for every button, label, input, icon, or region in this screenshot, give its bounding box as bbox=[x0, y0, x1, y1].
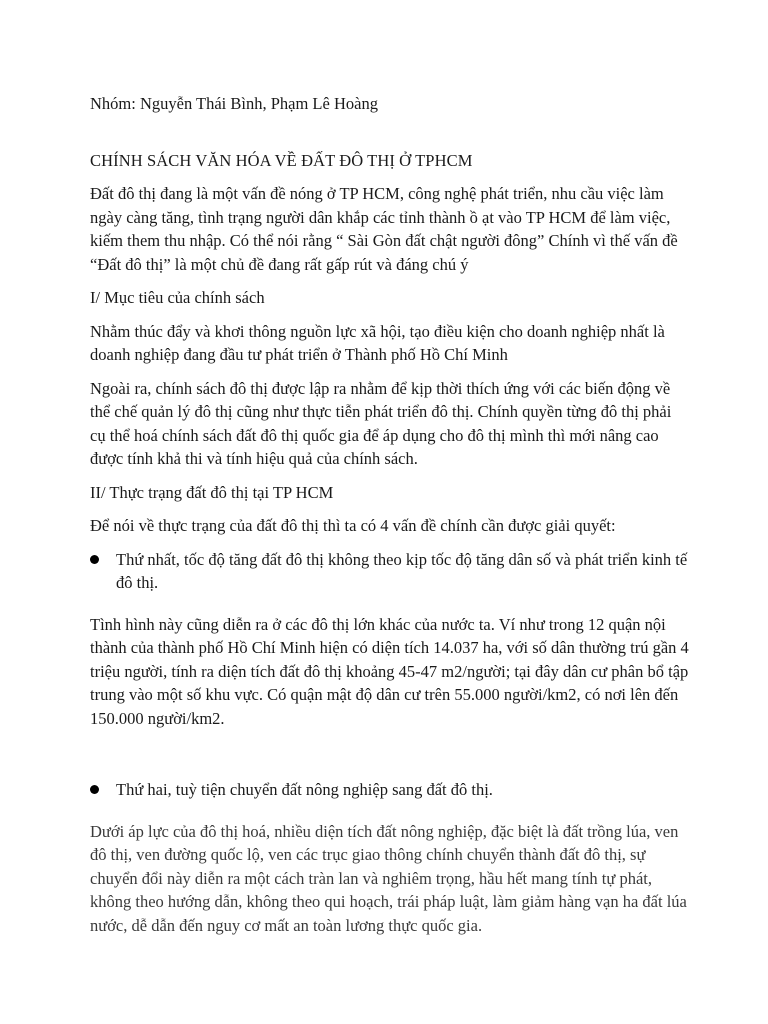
section-1-paragraph-1: Nhằm thúc đẩy và khơi thông nguồn lực xã hội, tạo điều kiện cho doanh nghiệp nhất là doanh nghiệp đang đầu tư phát triển ở Thành phố Hồ Chí Minh bbox=[90, 321, 665, 364]
spacer bbox=[90, 740, 690, 778]
intro-paragraph: Đất đô thị đang là một vấn đề nóng ở TP HCM, công nghệ phát triển, nhu cầu việc làm ngày càng tăng, tình trạng người dân khắp các tỉnh thành ồ ạt vào TP HCM để làm việc, kiếm them thu nhập. Có thể nói rằng “ Sài Gòn đất chật người đông” Chính vì thế vấn đề “Đất đô thị” là một chủ đề đang rất gấp rút và đáng chú ý bbox=[90, 184, 678, 274]
section-1-heading: I/ Mục tiêu của chính sách bbox=[90, 288, 265, 307]
bullet-item-1-text: Thứ nhất, tốc độ tăng đất đô thị không theo kịp tốc độ tăng dân số và phát triển kinh tế đô thị. bbox=[116, 549, 688, 592]
bullet-1-paragraph: Tình hình này cũng diễn ra ở các đô thị lớn khác của nước ta. Ví như trong 12 quận nội thành của thành phố Hồ Chí Minh hiện có diện tích 14.037 ha, với số dân thường trú gần 4 triệu người, tính ra diện tích đất đô thị khoảng 45-47 m2/người; tại đây dân cư phân bổ tập trung vào một số khu vực. Có quận mật độ dân cư trên 55.000 người/km2, có nơi lên đến 150.000 người/km2. bbox=[90, 614, 689, 728]
bullet-item-2-text: Thứ hai, tuỳ tiện chuyển đất nông nghiệp sang đất đô thị. bbox=[116, 780, 493, 799]
bullet-item-2 bbox=[90, 778, 690, 802]
section-2-intro: Để nói về thực trạng của đất đô thị thì ta có 4 vấn đề chính cần được giải quyết: bbox=[90, 516, 616, 535]
group-members: Nhóm: Nguyễn Thái Bình, Phạm Lê Hoàng bbox=[90, 94, 378, 113]
bullet-item-1 bbox=[90, 548, 690, 595]
document-page bbox=[90, 92, 690, 947]
bullet-dot-icon bbox=[90, 785, 99, 794]
section-1-paragraph-2: Ngoài ra, chính sách đô thị được lập ra nhằm để kịp thời thích ứng với các biến động về thể chế quản lý đô thị cũng như thực tiễn phát triển đô thị. Chính quyền từng đô thị phải cụ thể hoá chính sách đất đô thị quốc gia để áp dụng cho đô thị mình thì mới nâng cao được tính khả thi và tính hiệu quả của chính sách. bbox=[90, 378, 672, 468]
document-title: CHÍNH SÁCH VĂN HÓA VỀ ĐẤT ĐÔ THỊ Ở TPHCM bbox=[90, 150, 473, 170]
bullet-2-paragraph: Dưới áp lực của đô thị hoá, nhiều diện tích đất nông nghiệp, đặc biệt là đất trồng lúa, ven đô thị, ven đường quốc lộ, ven các trục giao thông chính chuyển thành đất đô thị, sự chuyển đổi này diễn ra một cách tràn lan và nghiêm trọng, hầu hết mang tính tự phát, không theo hướng dẫn, không theo qui hoạch, trái pháp luật, làm giảm hàng vạn ha đất lúa nước, dễ dẫn đến nguy cơ mất an toàn lương thực quốc gia. bbox=[90, 821, 687, 935]
bullet-dot-icon bbox=[90, 555, 99, 564]
section-2-heading: II/ Thực trạng đất đô thị tại TP HCM bbox=[90, 482, 334, 502]
